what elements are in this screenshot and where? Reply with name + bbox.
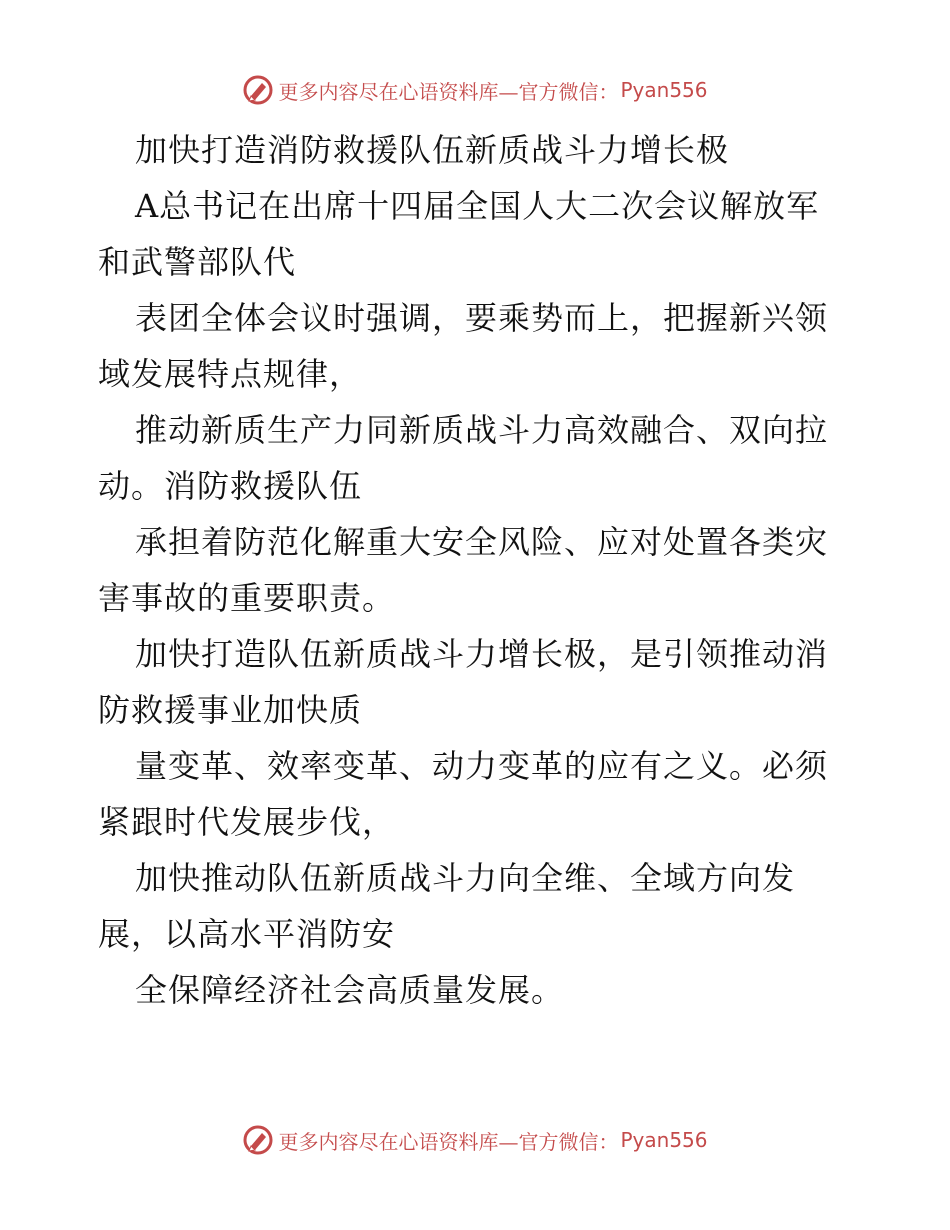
paragraph-line: 动。消防救援队伍 bbox=[98, 467, 363, 505]
paragraph-line: 承担着防范化解重大安全风险、应对处置各类灾 bbox=[135, 523, 829, 561]
paragraph-line: A总书记在出席十四届全国人大二次会议解放军 bbox=[135, 187, 820, 225]
watermark-wechat-id: Pyan556 bbox=[620, 78, 708, 102]
footer-watermark bbox=[0, 1120, 950, 1160]
document-body bbox=[98, 122, 858, 1018]
paragraph-line: 加快推动队伍新质战斗力向全维、全域方向发 bbox=[135, 859, 796, 897]
paragraph-line: 紧跟时代发展步伐， bbox=[98, 803, 396, 841]
paragraph-line: 防救援事业加快质 bbox=[98, 691, 363, 729]
paragraph-line: 展，以高水平消防安 bbox=[98, 915, 396, 953]
pen-logo-icon bbox=[242, 74, 274, 106]
paragraph-line: 推动新质生产力同新质战斗力高效融合、双向拉 bbox=[135, 411, 829, 449]
paragraph-line: 域发展特点规律， bbox=[98, 355, 363, 393]
watermark-wechat-id: Pyan556 bbox=[620, 1128, 708, 1152]
pen-logo-icon bbox=[242, 1124, 274, 1156]
paragraph-line: 害事故的重要职责。 bbox=[98, 579, 396, 617]
document-title: 加快打造消防救援队伍新质战斗力增长极 bbox=[135, 131, 730, 169]
watermark-text: 更多内容尽在心语资料库—官方微信： bbox=[278, 1129, 619, 1154]
header-watermark bbox=[0, 70, 950, 110]
paragraph-line: 量变革、效率变革、动力变革的应有之义。必须 bbox=[135, 747, 829, 785]
paragraph-line: 表团全体会议时强调，要乘势而上，把握新兴领 bbox=[135, 299, 829, 337]
paragraph-line: 和武警部队代 bbox=[98, 243, 297, 281]
watermark-text: 更多内容尽在心语资料库—官方微信： bbox=[278, 79, 619, 104]
paragraph-line: 加快打造队伍新质战斗力增长极，是引领推动消 bbox=[135, 635, 829, 673]
paragraph-line: 全保障经济社会高质量发展。 bbox=[135, 971, 565, 1009]
